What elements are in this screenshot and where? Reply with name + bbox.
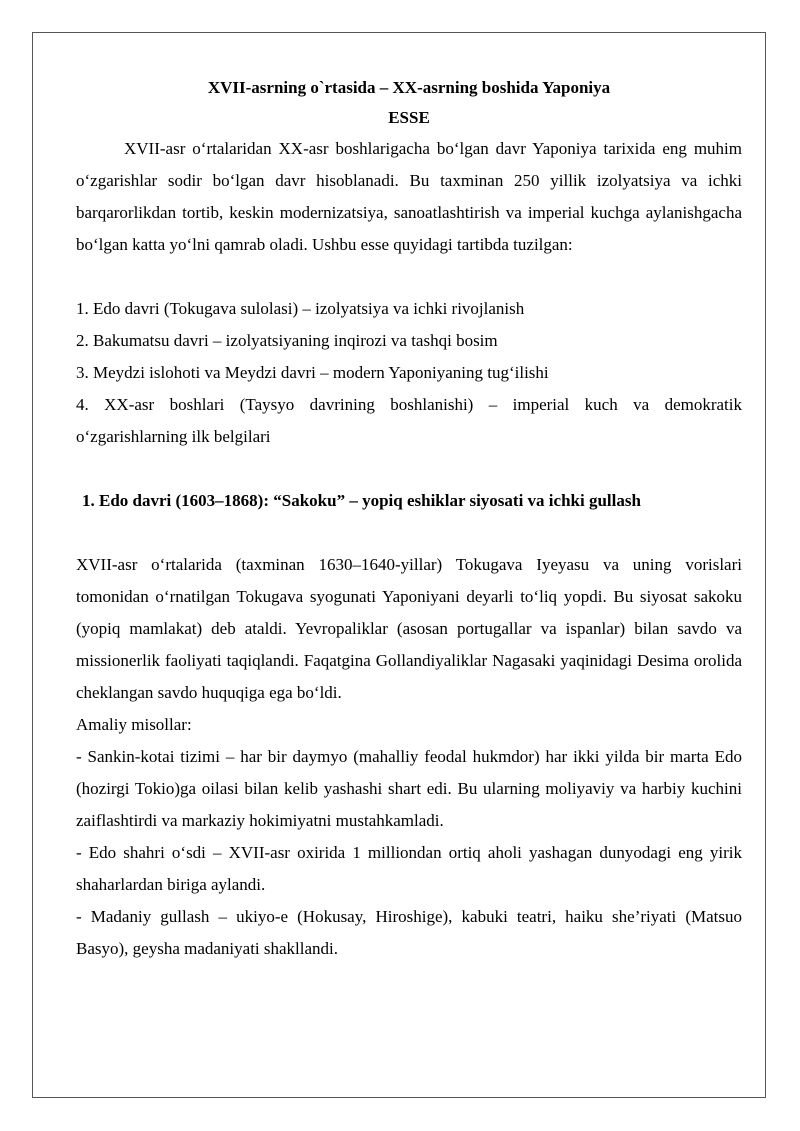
outline-item-4: 4. XX-asr boshlari (Taysyo davrining boshlanishi) – imperial kuch va demokratik o‘zgarishlarning ilk belgilari bbox=[76, 395, 742, 446]
example-item-3: - Madaniy gullash – ukiyo-e (Hokusay, Hiroshige), kabuki teatri, haiku she’riyati (Matsuo Basyo), geysha madaniyati shakllandi. bbox=[76, 907, 742, 958]
examples-label: Amaliy misollar: bbox=[76, 715, 192, 734]
outline-item-2: 2. Bakumatsu davri – izolyatsiyaning inqirozi va tashqi bosim bbox=[76, 331, 498, 350]
spacer bbox=[76, 453, 742, 485]
document-title: XVII-asrning o`rtasida – XX-asrning boshida Yaponiya bbox=[207, 78, 611, 97]
section-paragraph: XVII-asr o‘rtalarida (taxminan 1630–1640-yillar) Tokugava Iyeyasu va uning vorislari tomonidan o‘rnatilgan Tokugava syogunati Yaponiyani deyarli to‘liq yopdi. Bu siyosat sakoku (yopiq mamlakat) deb ataldi. Yevropaliklar (asosan portugallar va ispanlar) bilan savdo va missionerlik faoliyati taqiqlandi. Faqatgina Gollandiyaliklar Nagasaki yaqinidagi Desima orolida cheklangan savdo huquqiga ega bo‘ldi. bbox=[76, 555, 742, 702]
example-item-2: - Edo shahri o‘sdi – XVII-asr oxirida 1 milliondan ortiq aholi yashagan dunyodagi eng yirik shaharlardan biriga aylandi. bbox=[76, 843, 742, 894]
example-item-1: - Sankin-kotai tizimi – har bir daymyo (mahalliy feodal hukmdor) har ikki yilda bir marta Edo (hozirgi Tokio)ga oilasi bilan kelib yashashi shart edi. Bu ularning moliyaviy va harbiy kuchini zaiflashtirdi va markaziy hokimiyatni mustahkamladi. bbox=[76, 747, 742, 830]
document-body bbox=[76, 73, 742, 965]
section-heading: 1. Edo davri (1603–1868): “Sakoku” – yopiq eshiklar siyosati va ichki gullash bbox=[82, 491, 641, 510]
outline-item-3: 3. Meydzi islohoti va Meydzi davri – modern Yaponiyaning tug‘ilishi bbox=[76, 363, 549, 382]
spacer bbox=[76, 517, 742, 549]
spacer bbox=[76, 261, 742, 293]
intro-paragraph: XVII-asr o‘rtalaridan XX-asr boshlarigacha bo‘lgan davr Yaponiya tarixida eng muhim o‘zgarishlar sodir bo‘lgan davr hisoblanadi. Bu taxminan 250 yillik izolyatsiya va ichki barqarorlikdan tortib, keskin modernizatsiya, sanoatlashtirish va imperial kuchga aylanishgacha bo‘lgan katta yo‘lni qamrab oladi. Ushbu esse quyidagi tartibda tuzilgan: bbox=[76, 139, 742, 254]
document-subtitle: ESSE bbox=[388, 108, 430, 127]
outline-item-1: 1. Edo davri (Tokugava sulolasi) – izolyatsiya va ichki rivojlanish bbox=[76, 299, 525, 318]
